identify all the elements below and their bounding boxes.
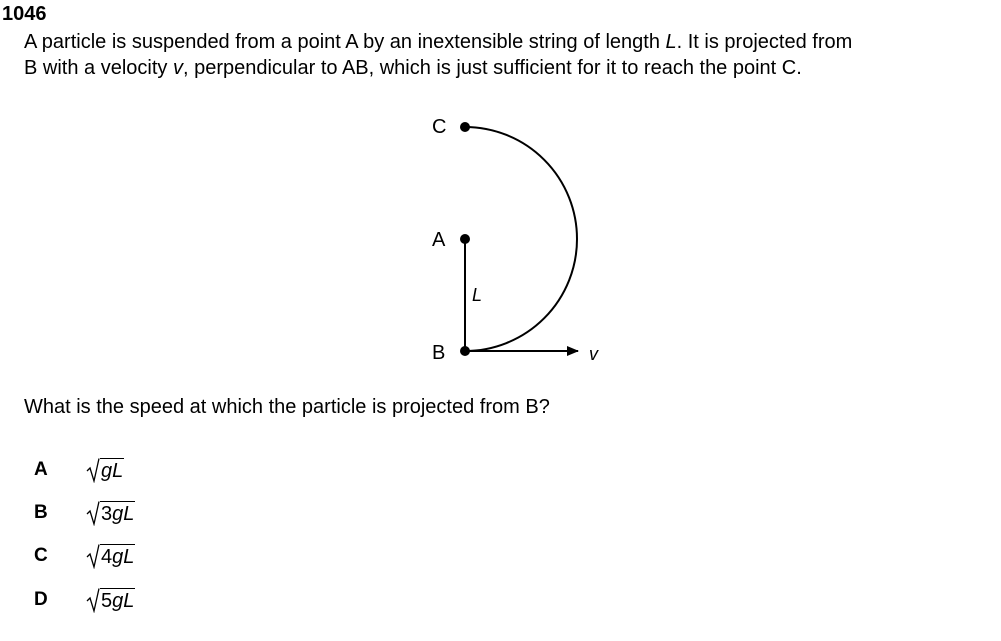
option-expression: gL: [112, 590, 135, 612]
option-coefficient: 5: [101, 590, 113, 612]
stem-text: B with a velocity: [24, 57, 173, 79]
option-answer: [86, 498, 135, 526]
point-b-dot: [460, 346, 470, 356]
stem-text: , perpendicular to AB, which is just sufficient for it to reach the point C.: [182, 57, 802, 79]
option-expression: gL: [101, 460, 124, 482]
stem-variable-length: L: [665, 31, 677, 53]
option-coefficient: 4: [101, 546, 113, 568]
square-root-icon: [86, 498, 100, 526]
label-c: C: [432, 116, 447, 138]
option-expression: gL: [112, 546, 135, 568]
option-letter: B: [34, 502, 48, 523]
label-length: L: [472, 285, 483, 305]
semicircle-path: [465, 127, 577, 351]
point-c-dot: [460, 122, 470, 132]
point-a-dot: [460, 234, 470, 244]
option-answer: [86, 585, 135, 613]
stem-text: . It is projected from: [676, 31, 853, 53]
question-number: 1046: [2, 3, 47, 25]
option-coefficient: 3: [101, 503, 113, 525]
option-answer: [86, 455, 124, 483]
square-root-icon: [86, 541, 100, 569]
label-velocity: v: [589, 344, 598, 364]
square-root-icon: [86, 455, 100, 483]
stem-text: A particle is suspended from a point A by an inextensible string of length: [24, 31, 666, 53]
label-a: A: [432, 229, 446, 251]
option-expression: gL: [112, 503, 135, 525]
square-root-icon: [86, 585, 100, 613]
option-letter: D: [34, 589, 48, 610]
label-b: B: [432, 342, 446, 364]
question-text: What is the speed at which the particle is projected from B?: [24, 396, 550, 418]
option-letter: A: [34, 459, 48, 480]
option-letter: C: [34, 545, 48, 566]
stem-variable-velocity: v: [172, 57, 183, 79]
option-answer: [86, 541, 135, 569]
